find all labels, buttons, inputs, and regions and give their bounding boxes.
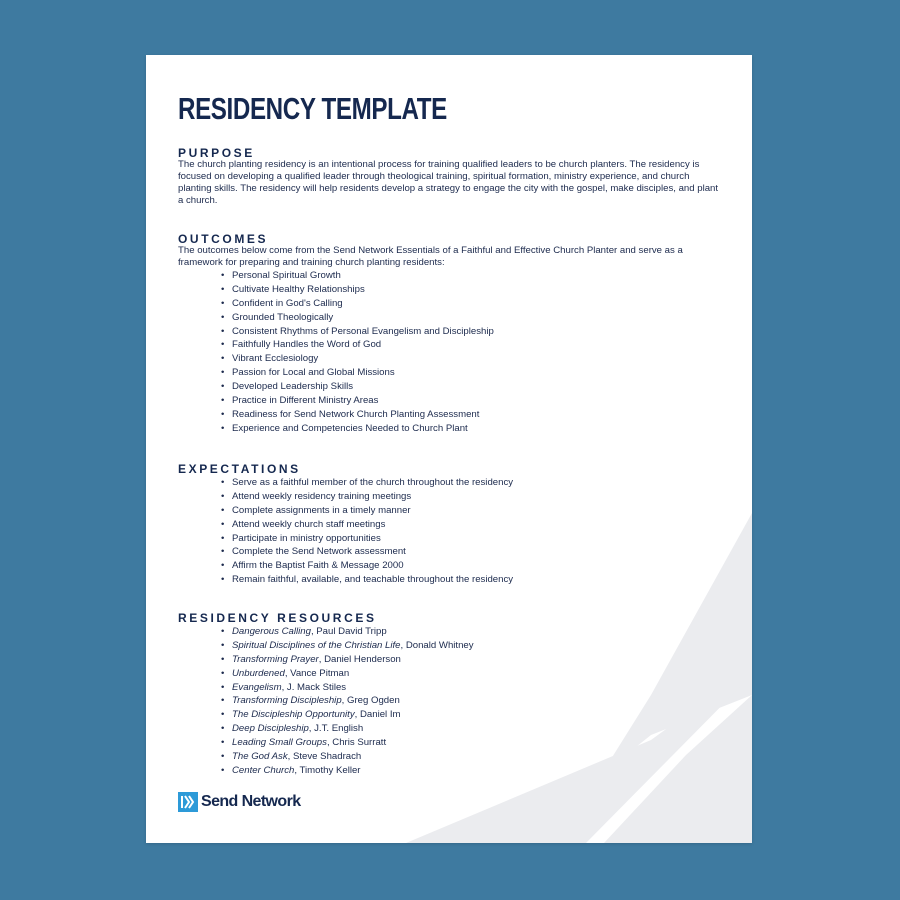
list-item [222,667,474,681]
document-page [146,55,752,843]
list-item [222,681,474,695]
document-title: RESIDENCY TEMPLATE [178,91,447,126]
resource-author: , Paul David Tripp [310,626,387,637]
list-item: • Confident in God's Calling [222,297,494,311]
list-item: • Developed Leadership Skills [222,380,494,394]
list-item: • Readiness for Send Network Church Planting Assessment [222,408,494,422]
resource-author: , Steve Shadrach [287,751,362,763]
resource-title: Deep Discipleship [232,723,309,735]
expectations-heading: EXPECTATIONS [178,462,301,476]
resource-title: Spiritual Disciplines of the Christian Life [232,639,401,651]
resource-author: , Daniel Im [354,709,401,721]
resource-author: , J.T. English [308,723,364,735]
list-item [222,625,474,639]
list-item: • Serve as a faithful member of the church throughout the residency [222,476,513,490]
list-item: • Consistent Rhythms of Personal Evangelism and Discipleship [222,325,494,339]
list-item: • Experience and Competencies Needed to Church Plant [222,422,494,436]
list-item [222,736,474,750]
resources-heading: RESIDENCY RESOURCES [178,611,377,625]
resource-title: Center Church [232,764,295,776]
send-network-logo [178,792,301,812]
resource-title: Dangerous Calling [232,626,311,637]
resource-title: Transforming Discipleship [232,695,342,707]
expectations-list [222,476,513,587]
list-item: • Personal Spiritual Growth [222,269,494,283]
resource-title: The God Ask [232,751,288,763]
list-item [222,764,474,778]
list-item: • Affirm the Baptist Faith & Message 2000 [222,559,513,573]
resource-title: Unburdened [232,667,285,679]
resource-author: , Donald Whitney [400,639,474,651]
list-item: • Vibrant Ecclesiology [222,352,494,366]
resource-author: , Greg Ogden [341,695,400,707]
purpose-body: The church planting residency is an intentional process for training qualified leaders to be church planters. The residency is focused on developing a qualified leader through theological training, spiritual formation, ministry experience, and church planting skills. The residency will help residents develop a strategy to engage the city with the gospel, make disciples, and plant a church. [178,159,719,206]
send-network-chevrons-icon [178,792,198,812]
resource-author: , Vance Pitman [284,667,350,679]
list-item: • Practice in Different Ministry Areas [222,394,494,408]
logo-wordmark: Send Network [201,793,301,810]
purpose-heading: PURPOSE [178,146,255,160]
outcomes-list [222,269,494,436]
outcomes-intro: The outcomes below come from the Send Network Essentials of a Faithful and Effective Church Planter and serve as a framework for preparing and training church planting residents: [178,245,683,268]
list-item: • Grounded Theologically [222,311,494,325]
list-item: • Passion for Local and Global Missions [222,366,494,380]
list-item [222,722,474,736]
list-item: • Participate in ministry opportunities [222,532,513,546]
resource-title: Leading Small Groups [232,737,327,749]
list-item [222,694,474,708]
list-item: • Complete assignments in a timely manner [222,504,513,518]
resource-title: Transforming Prayer [232,653,319,665]
resources-list [222,625,474,778]
list-item [222,750,474,764]
list-item: • Cultivate Healthy Relationships [222,283,494,297]
resource-author: , Chris Surratt [326,737,387,749]
list-item: • Complete the Send Network assessment [222,545,513,559]
outcomes-heading: OUTCOMES [178,232,269,246]
resource-author: , Daniel Henderson [318,653,401,665]
resource-title: The Discipleship Opportunity [232,709,355,721]
list-item [222,653,474,667]
list-item: • Attend weekly residency training meetings [222,490,513,504]
resource-author: , J. Mack Stiles [281,681,347,693]
list-item [222,708,474,722]
resource-author: , Timothy Keller [294,764,361,776]
resource-title: Evangelism [232,681,282,693]
list-item [222,639,474,653]
list-item: • Remain faithful, available, and teachable throughout the residency [222,573,513,587]
list-item: • Attend weekly church staff meetings [222,518,513,532]
list-item: • Faithfully Handles the Word of God [222,338,494,352]
